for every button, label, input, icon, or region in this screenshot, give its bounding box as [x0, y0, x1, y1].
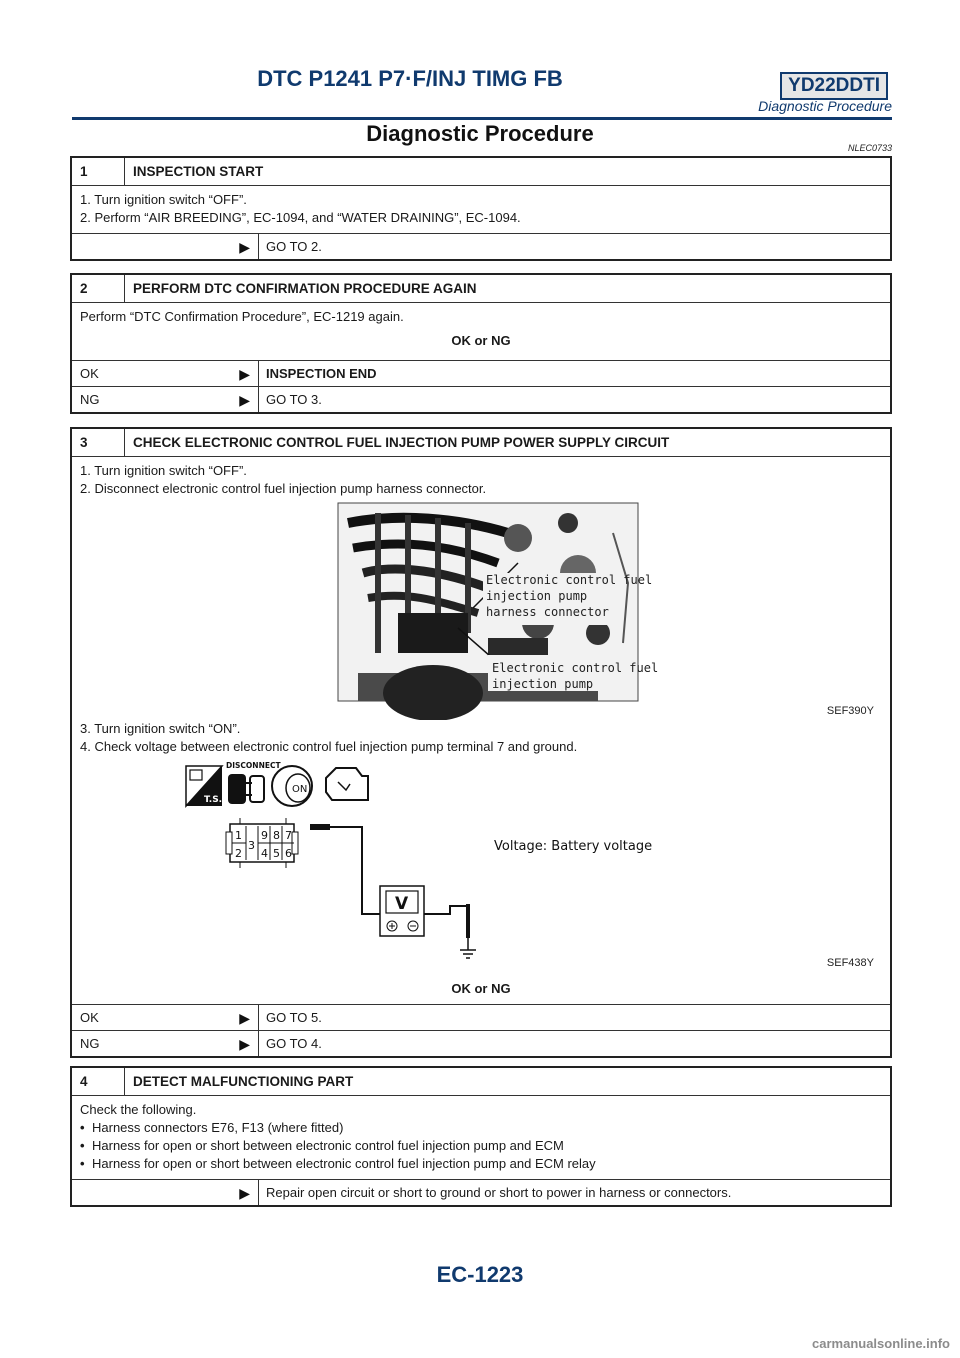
step-header	[72, 429, 890, 456]
arrow-right-icon: ▶	[239, 1036, 250, 1052]
connector-pin: 9	[261, 829, 268, 842]
svg-text:T.S.: T.S.	[204, 795, 223, 805]
step-header	[72, 158, 890, 185]
result-action: GO TO 2.	[258, 234, 890, 259]
step-title: CHECK ELECTRONIC CONTROL FUEL INJECTION PUMP POWER SUPPLY CIRCUIT	[133, 434, 670, 450]
result-row	[72, 386, 890, 412]
photo-label-pump: Electronic control fuel injection pump	[492, 661, 659, 691]
bullet-icon: •	[80, 1120, 85, 1135]
result-label: OK ▶	[80, 365, 250, 382]
result-label: OK ▶	[80, 1009, 250, 1026]
probe-lead	[330, 827, 380, 914]
result-action: GO TO 5.	[258, 1005, 890, 1030]
list-item: • Harness for open or short between electronic control fuel injection pump and ECM relay	[80, 1156, 596, 1171]
connector-pin: 6	[285, 847, 292, 860]
section-code: NLEC0733	[847, 143, 892, 153]
connector-pin: 5	[273, 847, 280, 860]
result-action: GO TO 3.	[258, 387, 890, 412]
connector-pin: 1	[235, 829, 242, 842]
page-number: EC-1223	[436, 1262, 524, 1287]
result-row	[72, 1004, 890, 1030]
engine-model-badge: YD22DDTI	[780, 72, 888, 100]
check-label: OK or NG	[451, 981, 511, 996]
figure-code: SEF438Y	[826, 957, 874, 969]
voltage-spec: Voltage: Battery voltage	[494, 839, 653, 854]
step-body	[72, 185, 890, 233]
arrow-right-icon: ▶	[239, 1185, 250, 1201]
result-row	[72, 1030, 890, 1056]
result-label: NG ▶	[80, 1035, 250, 1052]
connector-pin: 7	[285, 829, 292, 842]
result-action: GO TO 4.	[258, 1031, 890, 1056]
instruction-line: 4. Check voltage between electronic control fuel injection pump terminal 7 and ground.	[80, 739, 578, 754]
instruction-line: 3. Turn ignition switch “ON”.	[80, 721, 241, 736]
connector-pin: 4	[261, 847, 268, 860]
bullet-icon: •	[80, 1138, 85, 1153]
ts-icon	[186, 766, 222, 806]
step-header	[72, 275, 890, 302]
instruction-line: 2. Disconnect electronic control fuel injection pump harness connector.	[80, 481, 487, 496]
ignition-on-icon	[272, 766, 312, 806]
instruction-line: 1. Turn ignition switch “OFF”.	[80, 192, 247, 207]
svg-text:V: V	[395, 894, 409, 914]
voltmeter-icon	[380, 886, 424, 936]
result-label: NG ▶	[80, 391, 250, 408]
engine-photo-figure	[80, 498, 882, 720]
engine-photo-illustration	[80, 498, 882, 720]
instruction-line: Perform “DTC Confirmation Procedure”, EC-1219 again.	[80, 309, 404, 324]
step-2-box	[70, 273, 892, 414]
engine-icon	[326, 768, 368, 800]
ground-icon	[460, 938, 476, 958]
step-number: 1	[72, 158, 125, 185]
step-number: 4	[72, 1068, 125, 1095]
result-label	[72, 234, 258, 259]
bullet-icon: •	[80, 1156, 85, 1171]
svg-text:DISCONNECT: DISCONNECT	[226, 761, 281, 770]
step-number: 3	[72, 429, 125, 456]
arrow-right-icon: ▶	[239, 392, 250, 408]
step-body	[72, 456, 890, 1004]
result-action: Repair open circuit or short to ground or short to power in harness or connectors.	[258, 1180, 890, 1205]
arrow-right-icon: ▶	[239, 366, 250, 382]
voltage-check-diagram	[80, 756, 882, 974]
instruction-line: Check the following.	[80, 1102, 197, 1117]
check-label: OK or NG	[451, 333, 511, 348]
result-row	[72, 1179, 890, 1205]
harness-connector	[226, 818, 298, 868]
step-body	[72, 302, 890, 360]
header-divider	[72, 117, 892, 120]
step-title: DETECT MALFUNCTIONING PART	[133, 1073, 354, 1089]
voltage-check-figure	[80, 756, 882, 974]
list-item: • Harness connectors E76, F13 (where fitted)	[80, 1120, 344, 1135]
step-number: 2	[72, 275, 125, 302]
arrow-right-icon: ▶	[239, 1010, 250, 1026]
watermark: carmanualsonline.info	[812, 1336, 950, 1351]
page-header-title: DTC P1241 P7·F/INJ TIMG FB	[257, 66, 563, 91]
step-title: PERFORM DTC CONFIRMATION PROCEDURE AGAIN	[133, 280, 477, 296]
result-row	[72, 360, 890, 386]
result-label	[72, 1180, 258, 1205]
connector-pin: 8	[273, 829, 280, 842]
ground-lead	[424, 906, 468, 914]
connector-pin: 2	[235, 847, 242, 860]
instruction-line: 2. Perform “AIR BREEDING”, EC-1094, and “WATER DRAINING”, EC-1094.	[80, 210, 521, 225]
step-body	[72, 1095, 890, 1179]
step-3-box	[70, 427, 892, 1058]
connector-pin: 3	[248, 839, 255, 852]
step-1-box	[70, 156, 892, 261]
section-title: Diagnostic Procedure	[366, 121, 594, 146]
step-title: INSPECTION START	[133, 163, 264, 179]
photo-label-connector: Electronic control fuel injection pump harness connector	[486, 573, 653, 619]
step-header	[72, 1068, 890, 1095]
arrow-right-icon: ▶	[239, 239, 250, 255]
probe-tip	[310, 824, 330, 830]
header-subtitle: Diagnostic Procedure	[758, 98, 892, 114]
step-4-box	[70, 1066, 892, 1207]
result-row	[72, 233, 890, 259]
list-item: • Harness for open or short between electronic control fuel injection pump and ECM	[80, 1138, 564, 1153]
result-action: INSPECTION END	[258, 361, 890, 386]
svg-text:ON: ON	[292, 784, 308, 795]
instruction-line: 1. Turn ignition switch “OFF”.	[80, 463, 247, 478]
ground-probe	[466, 904, 470, 938]
figure-code: SEF390Y	[826, 705, 874, 717]
